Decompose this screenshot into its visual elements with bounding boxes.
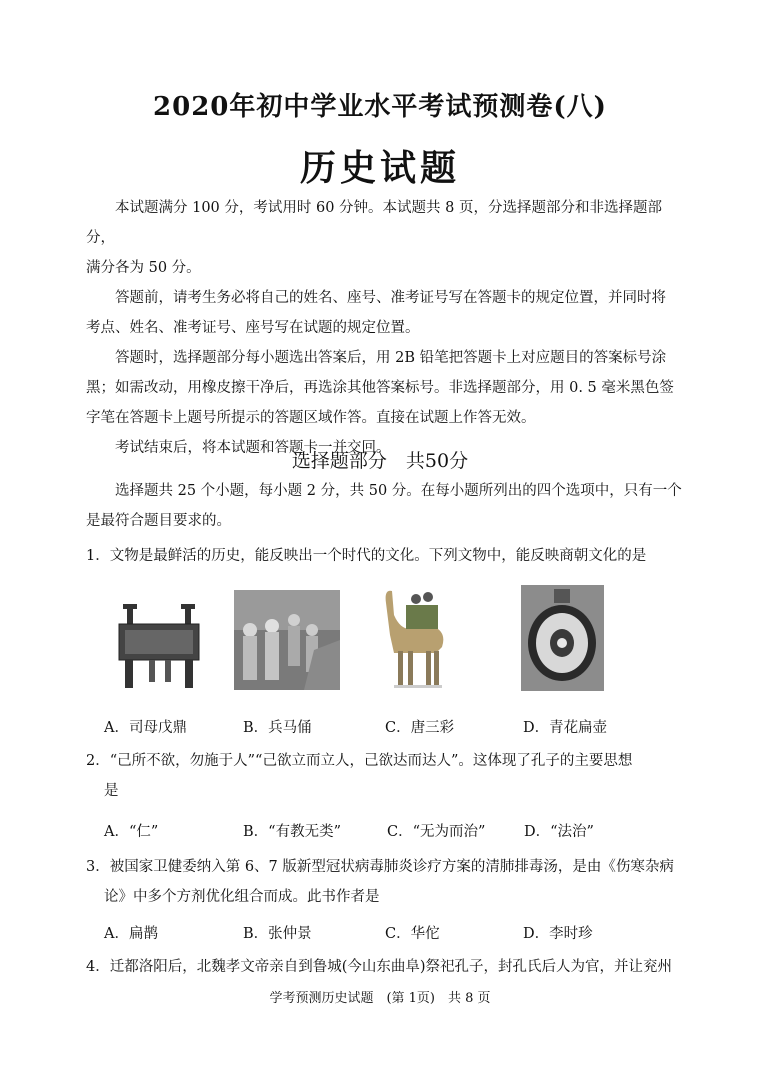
q3-options: [104, 922, 633, 943]
question-1: [86, 541, 686, 571]
page-footer: 学考预测历史试题 (第 1页) 共 8 页: [269, 991, 491, 1006]
tang-sancai-camel-image: [380, 585, 450, 691]
subject-title: 历史试题: [299, 147, 460, 189]
instruction-line: 考点、姓名、准考证号、座号写在试题的规定位置。: [86, 320, 420, 336]
blue-white-flask-image: [521, 585, 604, 691]
instruction-line: 黑；如需改动，用橡皮擦干净后，再选涂其他答案标号。非选择题部分，用 0. 5 毫米黑色签: [86, 380, 674, 396]
q2-option-a[interactable]: A．“仁”: [104, 824, 159, 840]
q3-option-b[interactable]: B．张仲景: [243, 926, 312, 942]
q3-option-a[interactable]: A．扁鹊: [104, 926, 158, 942]
q1-option-c[interactable]: C．唐三彩: [385, 720, 455, 736]
q1-option-b[interactable]: B．兵马俑: [243, 720, 312, 736]
question-stem: 3．被国家卫健委纳入第 6、7 版新型冠状病毒肺炎诊疗方案的清肺排毒汤，是由《伤寒杂病: [86, 859, 674, 875]
question-stem: 4．迁都洛阳后，北魏孝文帝亲自到鲁城(今山东曲阜)祭祀孔子，封孔氏后人为官，并让兖州: [86, 959, 673, 975]
instruction-line: 答题时，选择题部分每小题选出答案后，用 2B 铅笔把答题卡上对应题目的答案标号涂: [115, 350, 667, 366]
question-stem-continued: 论》中多个方剂优化组合而成。此书作者是: [104, 889, 380, 905]
q1-options: [104, 716, 643, 737]
question-stem: 2．“己所不欲，勿施于人”“己欲立而立人，己欲达而达人”。这体现了孔子的主要思想: [86, 753, 633, 769]
section-title: 选择题部分 共50分: [291, 450, 469, 472]
instruction-line: 本试题满分 100 分，考试用时 60 分钟。本试题共 8 页，分选择题部分和非选择题部分，: [86, 200, 663, 246]
section-intro-line: 选择题共 25 个小题，每小题 2 分，共 50 分。在每小题所列出的四个选项中，只有一个: [115, 483, 682, 499]
ding-vessel-image: [113, 600, 205, 692]
q2-option-b[interactable]: B．“有教无类”: [243, 824, 341, 840]
q2-option-c[interactable]: C．“无为而治”: [387, 824, 486, 840]
q3-option-d[interactable]: D．李时珍: [523, 926, 593, 942]
instruction-line: 考试结束后，将本试题和答题卡一并交回。: [115, 440, 391, 456]
section-intro: [86, 476, 682, 536]
instruction-line: 字笔在答题卡上题号所提示的答题区域作答。直接在试题上作答无效。: [86, 410, 536, 426]
question-2: [86, 746, 686, 806]
terracotta-warriors-image: [234, 590, 340, 690]
instruction-line: 满分各为 50 分。: [86, 260, 201, 276]
exam-title: 2020年初中学业水平考试预测卷(八): [153, 92, 607, 122]
question-stem-continued: 是: [104, 783, 119, 799]
question-4: [86, 952, 686, 982]
q1-option-a[interactable]: A．司母戊鼎: [104, 720, 187, 736]
q2-option-d[interactable]: D．“法治”: [524, 824, 594, 840]
instruction-line: 答题前，请考生务必将自己的姓名、座号、准考证号写在答题卡的规定位置，并同时将: [115, 290, 666, 306]
question-stem: 1．文物是最鲜活的历史，能反映出一个时代的文化。下列文物中，能反映商朝文化的是: [86, 548, 647, 564]
q3-option-c[interactable]: C．华佗: [385, 926, 440, 942]
question-3: [86, 852, 686, 912]
section-intro-line: 是最符合题目要求的。: [86, 513, 231, 529]
instructions: [86, 193, 682, 463]
q1-option-d[interactable]: D．青花扁壶: [523, 720, 608, 736]
q2-options: [104, 820, 634, 841]
